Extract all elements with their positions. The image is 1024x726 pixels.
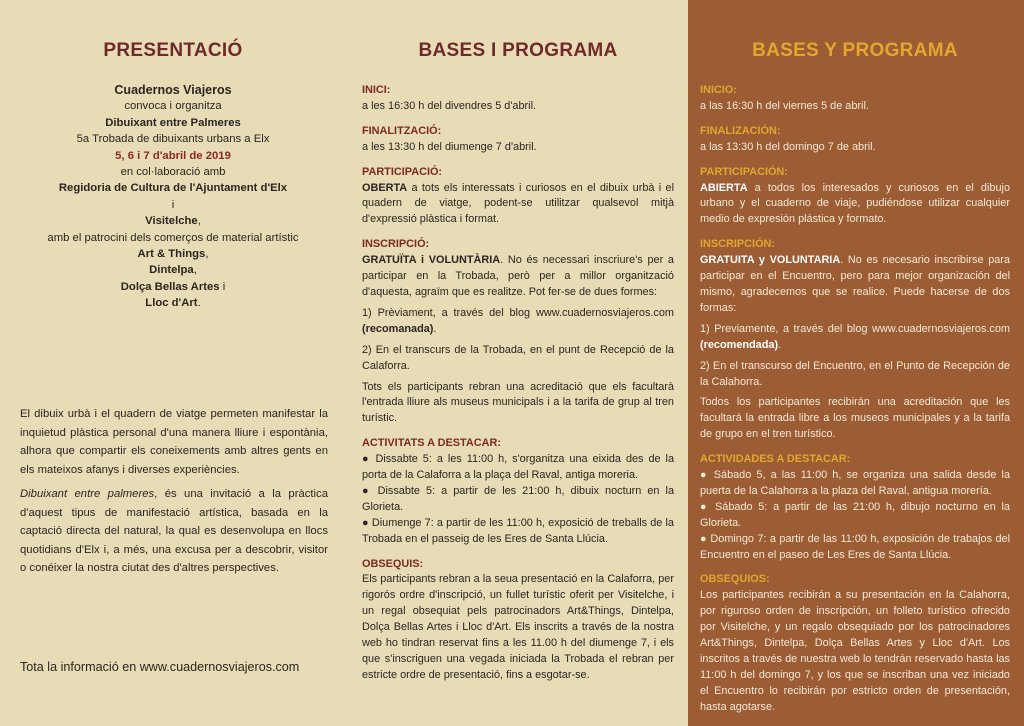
activity-item: ● Sábado 5: a partir de las 21:00 h, dibujo nocturno en la Glorieta. — [700, 500, 1010, 529]
credit-line: amb el patrocini dels comerços de material artístic — [47, 231, 299, 244]
section-text: a les 13:30 h del diumenge 7 d'abril. — [362, 140, 537, 153]
presentacio-credits — [18, 82, 328, 312]
section-heading: PARTICIPACIÓ: — [362, 165, 443, 178]
activity-item: ● Dissabte 5: a partir de les 21:00 h, dibuix nocturn en la Glorieta. — [362, 484, 674, 513]
bases-valencian-column — [344, 0, 688, 726]
section-heading: OBSEQUIS: — [362, 557, 424, 570]
registration-option-2: 2) En el transcurs de la Trobada, en el punt de Recepció de la Calaforra. — [362, 343, 674, 372]
credit-line: Dolça Bellas Artes i — [120, 280, 226, 293]
registration-option-2: 2) En el transcurso del Encuentro, en el Punto de Recepción de la Calahorra. — [700, 359, 1010, 388]
presentacio-column — [0, 0, 344, 726]
section-text: Els participants rebran a la seua presentació en la Calaforra, per rigorós ordre d'inscripció, un fullet turístic oferit per Visitelche, i un regal obsequiat pels patrocinadors Art&Things, Dintelpa, Dolça Bellas Artes i Lloc d'Art. Els inscrits a través de la nostra web ho tindran reservat fins a les 11.00 h del diumenge 7, i els que s'inscriguen una vegada iniciada la Trobada el rebran per estricte ordre de presentació, fins a esgotar-se. — [362, 573, 674, 681]
credit-line: Art & Things, — [137, 248, 209, 261]
registration-option-1: 1) Prèviament, a través del blog www.cuadernosviajeros.com (recomanada). — [362, 306, 674, 335]
section-heading: OBSEQUIOS: — [700, 573, 770, 586]
credit-line: Dintelpa, — [149, 264, 197, 277]
section-heading: INSCRIPCIÓ: — [362, 238, 430, 251]
section-text: a las 16:30 h del viernes 5 de abril. — [700, 99, 869, 112]
section-activities — [700, 452, 1010, 563]
credit-line: Dibuixant entre Palmeres — [105, 116, 241, 129]
section-text: ABIERTA a todos los interesados y curiosos en el dibujo urbano y el cuaderno de viaje, pudiéndose utilizar cualquier medio de expresión plástica y formato. — [700, 181, 1010, 226]
section-heading: PARTICIPACIÓN: — [700, 165, 788, 178]
section-text: OBERTA a tots els interessats i curiosos en el dibuix urbà i el quadern de viatge, podent-se utilitzar qualsevol mitjà d'expressió plàstica i format. — [362, 181, 674, 226]
section-heading: ACTIVITATS A DESTACAR: — [362, 437, 501, 450]
credit-line: 5a Trobada de dibuixants urbans a Elx — [76, 133, 270, 146]
credit-line: Visitelche, — [145, 215, 201, 228]
accreditation-text: Todos los participantes recibirán una acreditación que les facultará la entrada libre a los museos municipales y a la tarifa de grupo en el tren turístico. — [700, 396, 1010, 441]
section-participation — [700, 165, 1010, 229]
section-heading: INSCRIPCIÓN: — [700, 238, 776, 251]
section-gifts — [700, 572, 1010, 715]
section-text: GRATUITA y VOLUNTARIA. No es necesario inscribirse para participar en el Encuentro, pero para mejor organización del mismo, agradecemos que se realice. Puede hacerse de dos formas: — [700, 254, 1010, 314]
section-heading: FINALITZACIÓ: — [362, 124, 442, 137]
section-start — [362, 83, 674, 115]
section-gifts — [362, 557, 674, 684]
section-end — [700, 124, 1010, 156]
activity-item: ● Diumenge 7: a partir de les 11:00 h, exposició de treballs de la Trobada en el passeig de les Eres de Santa Llúcia. — [362, 516, 674, 545]
presentacio-block — [18, 40, 328, 312]
section-start — [700, 83, 1010, 115]
credit-line: Lloc d'Art. — [145, 297, 201, 310]
section-text: a las 13:30 h del domingo 7 de abril. — [700, 140, 876, 153]
bases-spanish-title: BASES Y PROGRAMA — [752, 40, 958, 61]
section-heading: INICI: — [362, 84, 391, 96]
event-dates: 5, 6 i 7 d'abril de 2019 — [115, 149, 231, 162]
registration-option-1: 1) Previamente, a través del blog www.cuadernosviajeros.com (recomendada). — [700, 322, 1010, 351]
credit-line: i — [171, 198, 175, 211]
section-heading: ACTIVIDADES A DESTACAR: — [700, 453, 851, 466]
bases-spanish-column — [688, 0, 1024, 726]
section-registration — [362, 237, 674, 427]
intro-paragraph-1: El dibuix urbà i el quadern de viatge permeten manifestar la inquietud plàstica personal d'una manera lliure i espontània, alhora que compartir els coneixements amb altres gents en els mateixos afanys i diverses experiències. — [20, 408, 328, 476]
activity-item: ● Domingo 7: a partir de las 11:00 h, exposición de trabajos del Encuentro en el paseo de Les Eres de Santa Llúcia. — [700, 532, 1010, 561]
bases-spanish-block — [700, 40, 1010, 725]
activity-item: ● Sábado 5, a las 11:00 h, se organiza una salida desde la puerta de la Calahorra a la plaza del Raval, antigua morería. — [700, 469, 1010, 497]
credit-line: convoca i organitza — [124, 100, 222, 113]
credit-line: Regidoria de Cultura de l'Ajuntament d'Elx — [58, 182, 288, 195]
section-heading: INICIO: — [700, 84, 737, 96]
intro-paragraph-2: Dibuixant entre palmeres, és una invitació a la pràctica d'aquest tipus de manifestació artística, basada en la captació directa del natural, la qual es desenvolupa en llocs quotidians d'Elx i, a més, una excusa per a descobrir, visitor o conéixer la nostra ciutat des d'altres perspectives. — [20, 488, 328, 575]
info-footer-link[interactable]: Tota la informació en www.cuadernosviajeros.com — [20, 660, 300, 674]
section-registration — [700, 237, 1010, 443]
section-text: a les 16:30 h del divendres 5 d'abril. — [362, 99, 537, 112]
section-end — [362, 124, 674, 156]
section-text: GRATUÏTA i VOLUNTÀRIA. No és necessari inscriure's per a participar en la Trobada, però per a millor organització d'aquesta, agraïm que es realitze. Pot fer-se de dues formes: — [362, 254, 674, 298]
presentacio-title: PRESENTACIÓ — [103, 40, 243, 61]
bases-valencian-block — [362, 40, 674, 693]
section-heading: FINALIZACIÓN: — [700, 124, 781, 137]
accreditation-text: Tots els participants rebran una acreditació que els facultarà l'entrada lliure als museus municipals i a la tarifa de grup al tren turístic. — [362, 380, 674, 425]
section-text: Los participantes recibirán a su presentación en la Calahorra, por riguroso orden de inscripción, un folleto turístico ofrecido por Visitelche, y un regalo obsequiado por los patrocinadores Art&Things, Dintelpa, Dolça Bellas Artes y Lloc d'Art. Los inscritos a través de nuestra web lo tendrán reservado hasta las 11:00 h del domingo 7, y los que se inscriban una vez iniciado el Encuentro lo recibirán por estricto orden de presentación, hasta agotarse. — [700, 589, 1010, 713]
activity-item: ● Dissabte 5: a les 11:00 h, s'organitza una eixida des de la porta de la Calaforra a la plaça del Raval, antiga moreria. — [362, 453, 674, 482]
section-participation — [362, 165, 674, 229]
section-activities — [362, 436, 674, 547]
credit-line: Cuadernos Viajeros — [114, 83, 232, 97]
bases-valencian-title: BASES I PROGRAMA — [418, 40, 618, 61]
credit-line: en col·laboració amb — [120, 166, 226, 179]
